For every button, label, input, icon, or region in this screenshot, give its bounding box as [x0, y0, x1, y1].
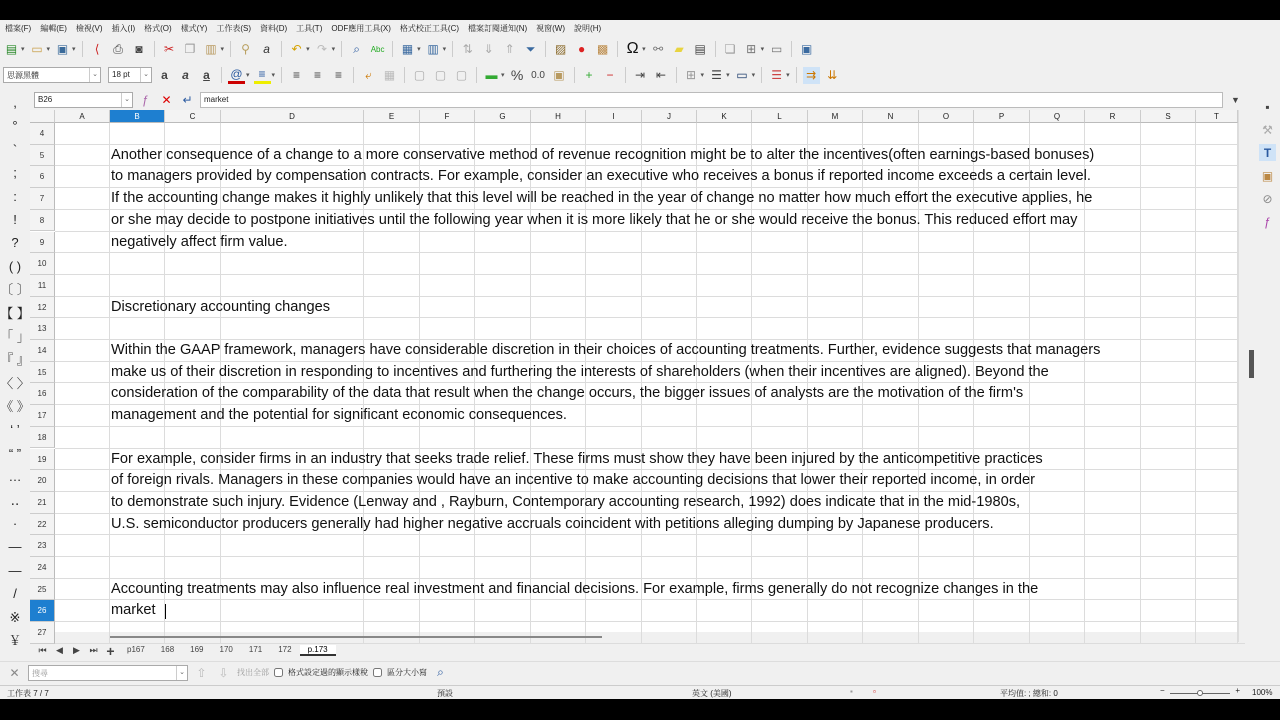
grid-line [55, 296, 1245, 297]
language-indicator[interactable]: 英文 (美國) [692, 689, 732, 698]
column-header-n[interactable]: N [863, 110, 919, 123]
close-find-icon[interactable]: ✕ [9, 665, 20, 680]
column-header-b[interactable]: B [110, 110, 165, 123]
sidebar-menu-icon[interactable]: ▪ [1265, 99, 1270, 114]
save-icon[interactable]: ▣ [56, 42, 69, 56]
row-header[interactable]: 22 [30, 514, 55, 536]
special-char-button[interactable]: ‘ ’ [10, 422, 20, 438]
special-char-button[interactable]: ※ [9, 609, 21, 625]
functions-icon[interactable]: ƒ [1264, 214, 1271, 229]
undo-icon[interactable]: ↶ [291, 42, 302, 56]
grid-line [55, 513, 1245, 514]
clone-formatting-icon[interactable]: ⚲ [241, 42, 250, 56]
expand-formula-icon[interactable]: ▼ [1231, 95, 1240, 105]
row-header[interactable]: 5 [30, 145, 55, 167]
special-char-button[interactable]: ( ) [8, 258, 22, 274]
spreadsheet-grid[interactable] [30, 110, 1238, 638]
align-bottom-icon[interactable]: ▢ [455, 68, 468, 82]
sheet-tab[interactable]: 172 [278, 645, 292, 654]
split-window-icon[interactable]: ▭ [770, 42, 783, 56]
cell-text[interactable]: or she may decide to postpone initiatives until the following year when it is more likely that he or she would receive the bonus. This reduced effort may [111, 211, 1078, 228]
define-print-area-icon[interactable]: ❏ [724, 42, 736, 56]
comment-icon[interactable]: ▰ [674, 42, 684, 56]
column-header-d[interactable]: D [221, 110, 364, 123]
new-document-icon[interactable]: ▤ [5, 42, 18, 56]
cell-text[interactable]: negatively affect firm value. [111, 233, 288, 250]
formula-input[interactable] [200, 92, 1223, 108]
column-header-o[interactable]: O [919, 110, 974, 123]
print-preview-icon[interactable]: ◙ [135, 42, 143, 56]
cell-text[interactable]: Another consequence of a change to a more conservative method of revenue recognition might be to alter the incentives(often earnings-based bonuses) [111, 146, 1095, 163]
scrollbar-thumb[interactable] [1249, 350, 1254, 378]
background-color-icon[interactable]: ≡ [254, 67, 271, 84]
grid-line [55, 534, 1245, 535]
prev-sheet-icon[interactable]: ◀ [56, 645, 63, 655]
menu-item[interactable]: 資料(D) [260, 24, 288, 33]
column-header-l[interactable]: L [752, 110, 808, 123]
row-header[interactable]: 13 [30, 318, 55, 340]
formatted-display-checkbox[interactable] [274, 668, 283, 677]
open-icon[interactable]: ▭ [31, 42, 43, 56]
grid-line [55, 578, 1245, 579]
grid-line [55, 404, 1245, 405]
grid-line [55, 317, 1245, 318]
column-header-f[interactable]: F [420, 110, 475, 123]
column-header-r[interactable]: R [1085, 110, 1141, 123]
special-char-button[interactable]: “ ” [8, 445, 22, 461]
grid-line [55, 361, 1245, 362]
status-bar [0, 685, 1280, 699]
function-wizard-icon[interactable]: ƒ [142, 93, 149, 107]
column-header-k[interactable]: K [697, 110, 752, 123]
cell-text[interactable]: management and the potential for significant economic consequences. [111, 407, 567, 424]
sheet-tab[interactable]: 171 [248, 645, 263, 654]
libreoffice-calc-window [0, 20, 1280, 699]
font-name-value: 思源黑體 [7, 71, 39, 80]
sheet-tab[interactable]: 169 [190, 645, 204, 654]
row-header[interactable]: 20 [30, 470, 55, 492]
cell-text[interactable]: to demonstrate such injury. Evidence (Lenway and , Rayburn, Contemporary accounting research, 1992) does indicate that in the mid-1980s, [111, 493, 1021, 510]
grid-line [55, 231, 1245, 232]
row-header[interactable]: 8 [30, 210, 55, 232]
zoom-level[interactable]: 100% [1252, 688, 1273, 697]
column-header-q[interactable]: Q [1030, 110, 1085, 123]
grid-line [55, 448, 1245, 449]
row-header[interactable]: 18 [30, 427, 55, 449]
special-character-icon[interactable]: Ω [626, 40, 639, 57]
row-header[interactable]: 4 [30, 123, 55, 145]
menu-item[interactable]: 檔案訂閱通知(N) [468, 24, 528, 33]
insert-image-icon[interactable]: ▨ [554, 42, 567, 56]
search-placeholder: 搜尋 [32, 668, 48, 678]
sheet-indicator: 工作表 7 / 7 [7, 689, 49, 698]
zoom-slider-thumb[interactable] [1197, 690, 1203, 696]
grid-line [55, 274, 1245, 275]
properties-icon[interactable]: ⚒ [1262, 122, 1273, 137]
sheet-tab[interactable]: p167 [127, 645, 145, 654]
align-center-icon[interactable]: ≡ [314, 68, 322, 82]
grid-line [55, 556, 1245, 557]
export-pdf-icon[interactable]: ⟨ [94, 42, 100, 56]
special-char-button[interactable]: : [13, 188, 17, 204]
special-char-button[interactable]: ‥ [10, 492, 20, 508]
find-toolbar [0, 661, 1280, 683]
column-header-a[interactable]: A [55, 110, 110, 123]
font-size-combo[interactable]: 18 pt ⌄ [108, 67, 152, 83]
menu-item[interactable]: 視窗(W) [536, 24, 566, 33]
row-header[interactable]: 6 [30, 166, 55, 188]
text-cursor [165, 604, 166, 619]
add-sheet-icon[interactable]: + [106, 642, 115, 659]
grid-line [55, 426, 1245, 427]
row-header[interactable]: 17 [30, 405, 55, 427]
special-char-button[interactable]: 【 】 [0, 305, 30, 321]
special-char-button[interactable]: 〈 〉 [0, 375, 30, 391]
find-previous-icon[interactable]: ⇧ [196, 665, 207, 680]
row-header[interactable]: 25 [30, 579, 55, 601]
borders-icon[interactable]: ⊞ [686, 68, 697, 82]
accept-icon[interactable]: ↵ [182, 93, 193, 107]
special-char-button[interactable]: ° [12, 118, 18, 134]
menu-item[interactable]: 說明(H) [574, 24, 602, 33]
underline-icon[interactable]: a [203, 68, 210, 82]
cell-text[interactable]: to managers provided by compensation contracts. For example, consider an executive who receives a bonus if reported income exceeds a certain level. [111, 168, 1091, 185]
date-format-icon[interactable]: ▣ [553, 68, 565, 82]
row-header[interactable]: 11 [30, 275, 55, 297]
special-characters-panel [0, 91, 30, 653]
special-char-button[interactable]: 《 》 [0, 399, 30, 415]
formatting-toolbar: 思源黑體 ⌄ 18 pt ⌄ a a a @ ▾ ≡ ▾ ≡ ≡ ≡ ⤶ ▦ ▢ ▢ ▢ ▬ ▾ % 0.0 ▣ + − ⇥ ⇤ ⊞ ▾ ☰ ▾ ▭ ▾ ☰ ▾ ⇉ ⇊ [3, 63, 841, 87]
menu-item[interactable]: 編輯(E) [40, 24, 67, 33]
row-header[interactable]: 16 [30, 383, 55, 405]
special-char-button[interactable]: ! [13, 211, 17, 227]
navigator-icon[interactable]: ⊘ [1262, 191, 1273, 206]
grid-line [55, 621, 1245, 622]
column-icon[interactable]: ▥ [427, 42, 439, 56]
paste-icon[interactable]: ▥ [205, 42, 217, 56]
formatted-display-label: 格式設定過的顯示樣稅 [288, 668, 368, 677]
formula-content: market [204, 95, 229, 104]
font-size-value: 18 pt [112, 70, 130, 79]
sheet-tab[interactable]: 168 [160, 645, 175, 654]
special-char-button[interactable]: ￥ [8, 632, 22, 648]
add-decimal-icon[interactable]: + [585, 68, 593, 82]
redo-icon[interactable]: ↷ [317, 42, 328, 56]
sort-descending-icon[interactable]: ⇓ [483, 42, 494, 56]
special-char-button[interactable]: 〔 〕 [0, 282, 30, 298]
cell-text[interactable]: If the accounting change makes it highly unlikely that this level will be reached in the year of change no matter how much effort the executive applies, he [111, 190, 1093, 207]
currency-format-icon[interactable]: ▬ [485, 68, 498, 82]
wrap-text-icon[interactable]: ⤶ [365, 67, 372, 82]
cell-text[interactable]: For example, consider firms in an industry that seeks trade relief. These firms must show they have been injured by the anticompetitive practices [111, 450, 1043, 467]
pivot-table-icon[interactable]: ▩ [596, 42, 609, 56]
text-direction-ttb-icon[interactable]: ⇊ [827, 68, 838, 82]
menu-item[interactable]: 格式校正工具(C) [399, 24, 460, 33]
select-all-corner[interactable] [30, 110, 55, 123]
row-header[interactable]: 7 [30, 188, 55, 210]
merge-cells-icon[interactable]: ▦ [383, 68, 396, 82]
grid-line [55, 469, 1245, 470]
column-header-p[interactable]: P [974, 110, 1030, 123]
special-char-button[interactable]: 「 」 [0, 328, 30, 344]
zoom-in-icon[interactable]: + [1235, 686, 1240, 695]
name-box[interactable]: B26 ⌄ [34, 92, 133, 108]
cell-text[interactable]: Accounting treatments may also influence real investment and financial decisions. For example, firms generally do not recognize changes in the [111, 580, 1039, 597]
selection-summary: 平均值: ; 總和: 0 [1000, 689, 1058, 698]
match-case-label: 區分大小寫 [387, 668, 427, 677]
row-header[interactable]: 15 [30, 362, 55, 384]
menu-item[interactable]: 工具(T) [296, 24, 323, 33]
column-header-j[interactable]: J [642, 110, 697, 123]
find-replace-dialog-icon[interactable]: ⌕ [437, 665, 444, 679]
sort-ascending-icon[interactable]: ⇑ [504, 42, 515, 56]
increase-indent-icon[interactable]: ⇥ [635, 68, 646, 82]
column-header-c[interactable]: C [165, 110, 221, 123]
search-input[interactable]: 搜尋 ⌄ [28, 665, 188, 681]
autofilter-icon[interactable]: ⏷ [525, 41, 536, 56]
match-case-checkbox[interactable] [373, 668, 382, 677]
row-header[interactable]: 26 [30, 600, 55, 622]
zoom-out-icon[interactable]: − [1160, 686, 1165, 695]
align-top-icon[interactable]: ▢ [413, 68, 426, 82]
sort-icon[interactable]: ⇅ [462, 42, 473, 56]
cell-reference: B26 [38, 95, 53, 104]
zoom-slider[interactable] [1160, 687, 1240, 698]
special-char-button[interactable]: / [13, 586, 17, 602]
align-right-icon[interactable]: ≡ [335, 68, 343, 82]
cell-text[interactable]: consideration of the comparability of the data that result when the change occurs, the bigger issues of analysts are the motivation of the firm's [111, 385, 1024, 402]
print-icon[interactable]: ⎙ [113, 41, 123, 56]
row-header[interactable]: 27 [30, 622, 55, 644]
gallery-icon[interactable]: ▣ [1261, 168, 1274, 183]
menu-item[interactable]: 格式(O) [144, 24, 172, 33]
grid-line [55, 252, 1245, 253]
cell-text[interactable]: Discretionary accounting changes [111, 298, 331, 315]
standard-toolbar: ▤ ▾ ▭ ▾ ▣ ▾ ⟨ ⎙ ◙ ✂ ❐ ▥ ▾ ⚲ a ↶ ▾ ↷ ▾ ⌕ Abc ▦ ▾ ▥ ▾ ⇅ ⇓ ⇑ ⏷ ▨ ● ▩ Ω ▾ ⚯ ▰ ▤ ❏ ⊞ ▾ ▭ ▣ [3, 37, 815, 61]
menu-item[interactable]: 插入(I) [111, 24, 136, 33]
row-header[interactable]: 19 [30, 449, 55, 471]
grid-line [55, 382, 1245, 383]
menu-item[interactable]: 檢視(V) [75, 24, 103, 33]
number-format-icon[interactable]: 0.0 [531, 69, 545, 81]
row-header[interactable]: 14 [30, 340, 55, 362]
special-char-button[interactable]: · [12, 516, 18, 532]
column-header-g[interactable]: G [475, 110, 531, 123]
formula-bar [34, 91, 1244, 109]
border-color-icon[interactable]: ▭ [736, 68, 748, 82]
sheet-tab-bar [34, 642, 1274, 659]
styles-icon[interactable]: T [1259, 144, 1276, 161]
spelling-icon[interactable]: Abc [370, 44, 385, 54]
grid-line [55, 339, 1245, 340]
special-char-button[interactable]: — [8, 539, 22, 555]
grid-line [55, 144, 1245, 145]
delete-decimal-icon[interactable]: − [606, 68, 614, 82]
bold-icon[interactable]: a [161, 68, 168, 82]
special-char-button[interactable]: … [8, 469, 22, 485]
clear-formatting-icon[interactable]: a [263, 42, 270, 56]
row-header[interactable]: 10 [30, 253, 55, 275]
first-sheet-icon[interactable]: ⏮ [38, 645, 47, 655]
cell-text[interactable]: make us of their discretion in responding to incentives and furthering the interests of shareholders (when their incentives are aligned). Beyond the [111, 363, 1049, 380]
row-header[interactable]: 9 [30, 232, 55, 254]
last-sheet-icon[interactable]: ⏭ [89, 645, 98, 655]
header-footer-icon[interactable]: ▤ [694, 42, 706, 56]
special-char-button[interactable]: , [13, 95, 17, 110]
percent-format-icon[interactable]: % [510, 67, 524, 83]
row-header[interactable]: 23 [30, 535, 55, 557]
cell-text[interactable]: U.S. semiconductor producers generally had higher negative accruals coincident with petitions alleging dumping by Japanese producers. [111, 515, 994, 532]
row-header[interactable]: 24 [30, 557, 55, 579]
menu-item[interactable]: 檔案(F) [5, 24, 32, 33]
align-middle-icon[interactable]: ▢ [434, 68, 447, 82]
vertical-scrollbar[interactable] [1238, 110, 1255, 642]
cancel-icon[interactable]: ✕ [161, 93, 172, 107]
freeze-rows-columns-icon[interactable]: ⊞ [746, 42, 757, 56]
insert-chart-icon[interactable]: ● [578, 42, 586, 56]
grid-line [55, 599, 1245, 600]
menu-item[interactable]: ODF應用工具(X) [331, 24, 391, 33]
sheet-tab[interactable]: 170 [219, 645, 233, 654]
row-icon[interactable]: ▦ [401, 42, 414, 56]
grid-line [55, 165, 1245, 166]
cell-text[interactable]: of foreign rivals. Managers in these companies would have an incentive to make accounting decisions that lower their reported income, in order [111, 472, 1035, 489]
border-style-icon[interactable]: ☰ [711, 68, 722, 82]
grid-line [55, 491, 1245, 492]
special-char-button[interactable]: 『 』 [0, 352, 30, 368]
document-modified-icon: ▫ [873, 687, 876, 696]
cut-icon[interactable]: ✂ [164, 42, 175, 56]
sheet-tab[interactable]: p.173 [300, 645, 336, 656]
font-name-combo[interactable]: 思源黑體 ⌄ [3, 67, 101, 83]
special-char-button[interactable]: ` [12, 141, 18, 157]
cell-text[interactable]: Within the GAAP framework, managers have considerable discretion in their choices of accounting treatments. Further, evidence suggests that managers [111, 342, 1101, 358]
column-header-m[interactable]: M [808, 110, 863, 123]
menu-item[interactable]: 樣式(Y) [180, 24, 208, 33]
grid-line [55, 187, 1245, 188]
italic-icon[interactable]: a [182, 68, 189, 82]
find-replace-icon[interactable]: ⌕ [353, 41, 360, 56]
find-next-icon[interactable]: ⇩ [218, 665, 229, 680]
grid-line [55, 209, 1245, 210]
hyperlink-icon[interactable]: ⚯ [653, 42, 664, 56]
menu-bar [0, 20, 601, 37]
horizontal-scrollbar[interactable] [110, 636, 602, 638]
insert-mode-icon: ▪ [850, 687, 853, 696]
sidebar-deck [1256, 95, 1280, 635]
copy-icon[interactable]: ❐ [184, 42, 196, 56]
text-direction-ltr-icon[interactable]: ⇉ [803, 67, 820, 84]
column-header-s[interactable]: S [1141, 110, 1196, 123]
column-header-h[interactable]: H [531, 110, 586, 123]
conditional-format-icon[interactable]: ☰ [771, 68, 782, 82]
align-left-icon[interactable]: ≡ [293, 68, 301, 82]
column-header-e[interactable]: E [364, 110, 420, 123]
row-header[interactable]: 12 [30, 297, 55, 319]
row-header[interactable]: 21 [30, 492, 55, 514]
menu-item[interactable]: 工作表(S) [216, 24, 252, 33]
column-header-t[interactable]: T [1196, 110, 1238, 123]
find-all-button[interactable]: 找出全部 [237, 668, 269, 677]
font-color-icon[interactable]: @ [228, 67, 245, 84]
next-sheet-icon[interactable]: ▶ [73, 645, 80, 655]
column-header-i[interactable]: I [586, 110, 642, 123]
cell-text[interactable]: market [111, 602, 156, 619]
page-style: 預設 [437, 689, 453, 698]
special-char-button[interactable]: — [8, 562, 22, 578]
show-draw-functions-icon[interactable]: ▣ [800, 42, 813, 56]
special-char-button[interactable]: ? [11, 235, 19, 251]
special-char-button[interactable]: ; [13, 165, 17, 181]
decrease-indent-icon[interactable]: ⇤ [656, 68, 667, 82]
